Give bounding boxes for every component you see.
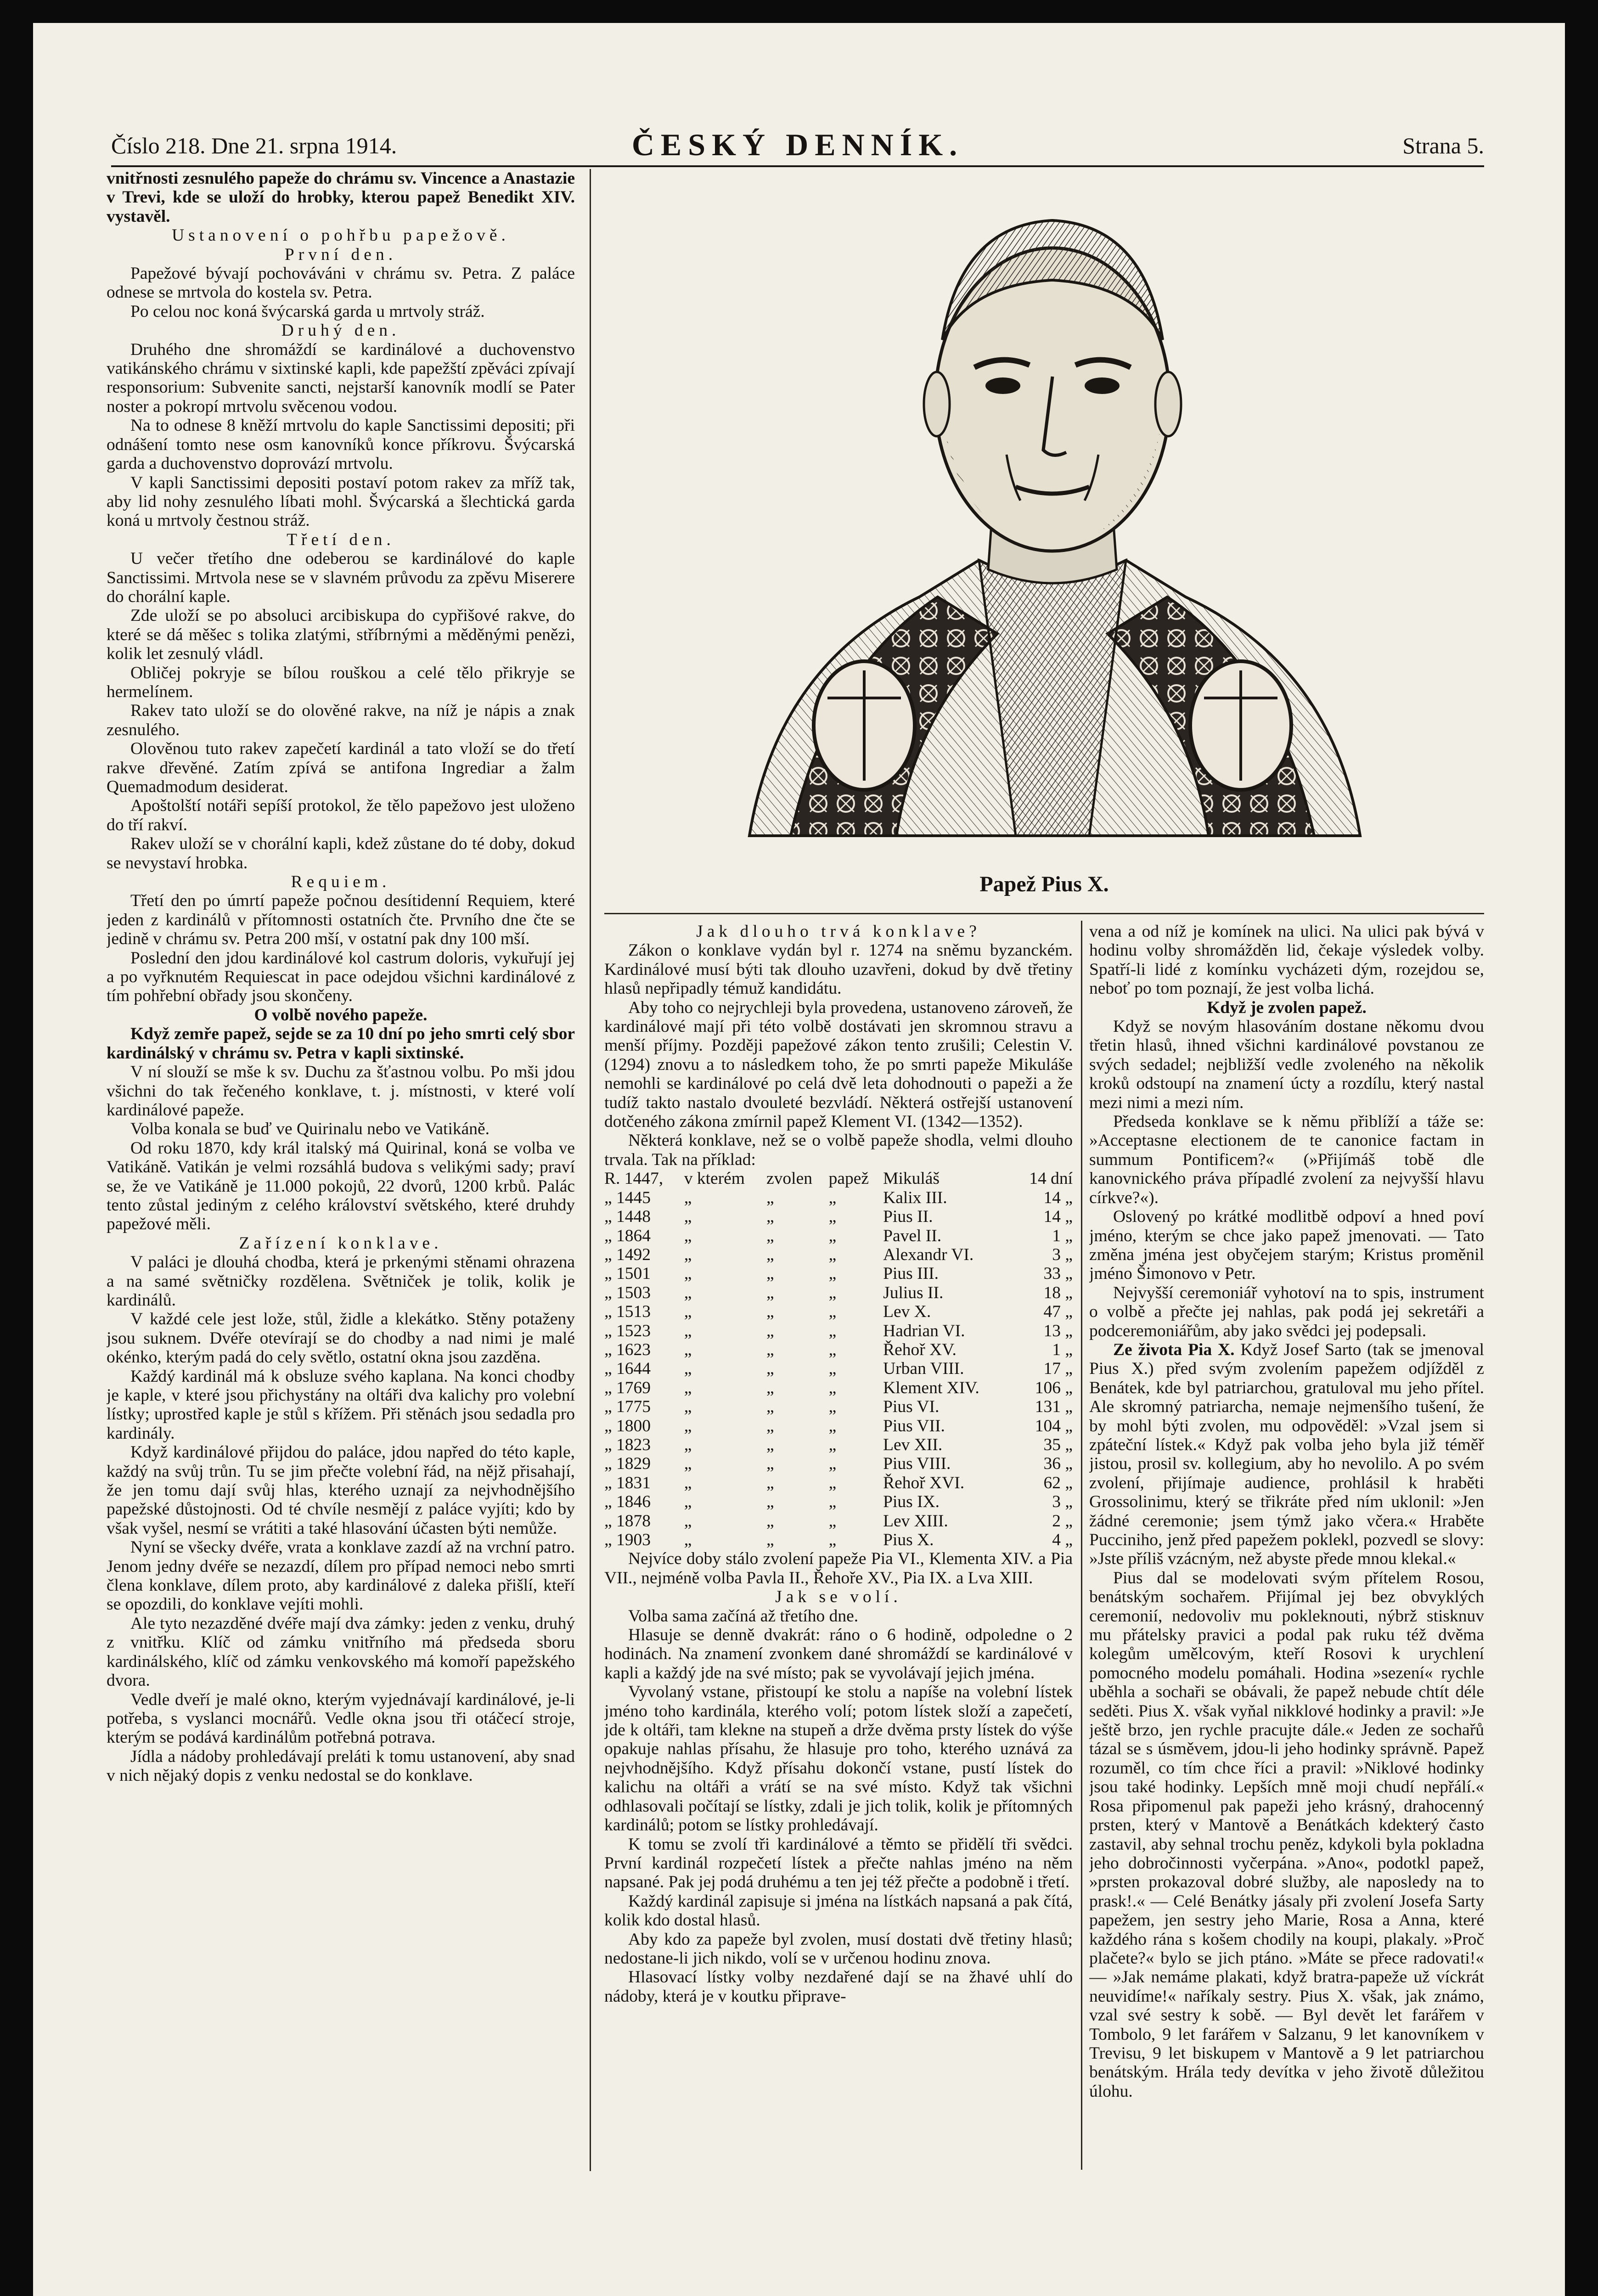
table-cell: „ — [684, 1435, 692, 1454]
table-row — [604, 1435, 1073, 1454]
paragraph: Apoštolští notáři sepíší protokol, že tělo papežovo jest uloženo do tří rakví. — [107, 796, 575, 834]
table-cell: „ — [766, 1435, 774, 1454]
table-cell: Lev XII. — [883, 1435, 943, 1454]
paragraph: Rakev uloží se v chorální kapli, kdež zůstane do té doby, dokud se nevystaví hrobka. — [107, 834, 575, 872]
table-cell: „ 1831 — [604, 1473, 651, 1492]
paragraph: Předseda konklave se k němu přiblíží a táže se: »Acceptasne electionem de te canonice factam in summum Pontificem?« (»Přijímáš tobě dle kanovnického práva případlé zvolení za nejvyšší hlavu církve?«). — [1089, 1112, 1484, 1207]
table-cell: „ — [684, 1188, 692, 1207]
article-column-2 — [604, 922, 1073, 2180]
table-row — [604, 1492, 1073, 1511]
table-row — [604, 1245, 1073, 1264]
table-cell: „ — [828, 1435, 837, 1454]
paragraph: Volba sama začíná až třetího dne. — [628, 1606, 859, 1626]
table-cell: „ — [766, 1245, 774, 1264]
table-cell: „ — [828, 1302, 837, 1322]
table-cell: „ — [828, 1245, 837, 1264]
paragraph: V ní slouží se mše k sv. Duchu za šťastnou volbu. Po mši jdou všichni do tak řečeného konklave, t. j. místnosti, v které volí kardinálové papeže. — [107, 1063, 575, 1120]
table-cell: 106 „ — [1035, 1378, 1073, 1397]
table-cell: „ — [828, 1531, 837, 1549]
paragraph: Od roku 1870, kdy král italský má Quirinal, koná se volba ve Vatikáně. Vatikán je velmi rozsáhlá budova s velikými sady; praví se, že ve Vatikáně je 11.000 pokojů, 22 dvorů, 1200 krbů. Palác tento zůstal jediným z celého království světského, které druhdy papežové měli. — [107, 1138, 575, 1234]
table-cell: Pavel II. — [883, 1226, 942, 1245]
paragraph: Každý kardinál zapisuje si jména na lístkách napsaná a pak čítá, kolik kdo dostal hlasů. — [604, 1891, 1073, 1930]
table-cell: „ — [766, 1378, 774, 1397]
table-cell: „ — [828, 1226, 837, 1245]
section-heading: Když je zvolen papež. — [1207, 998, 1367, 1017]
table-cell: „ — [766, 1283, 774, 1302]
table-cell: „ — [828, 1492, 837, 1512]
paragraph: U večer třetího dne odeberou se kardinálové do kaple Sanctissimi. Mrtvola nese se v slavném průvodu za zpěvu Miserere do chorální kaple. — [107, 549, 575, 606]
paragraph — [1089, 1340, 1484, 1569]
table-cell: „ 1878 — [604, 1511, 651, 1531]
table-cell: 4 „ — [1052, 1531, 1073, 1549]
column-rule — [1081, 921, 1082, 2170]
paragraph: vnitřnosti zesnulého papeže do chrámu sv. Vincence a Anastazie v Trevi, kde se uloží do hrobky, kterou papež Benedikt XIV. vystavěl. — [107, 169, 575, 226]
paragraph: Po celou noc koná švýcarská garda u mrtvoly stráž. — [130, 302, 485, 321]
table-cell: 33 „ — [1043, 1264, 1073, 1283]
paragraph: V paláci je dlouhá chodba, která je prkenými stěnami ohrazena a na samé světničky rozdělena. Světniček je tolik, kolik je kardinálů. — [107, 1253, 575, 1310]
table-row — [604, 1397, 1073, 1416]
paragraph: Ale tyto nezazděné dvéře mají dva zámky: jeden z venku, druhý z vnitřku. Klíč od zámku vnitřního má předseda sboru kardinálského, klíč od zámku venkovského má komoří papežského dvora. — [107, 1614, 575, 1690]
table-cell: „ 1775 — [604, 1397, 651, 1417]
paragraph: Nejvíce doby stálo zvolení papeže Pia VI., Klementa XIV. a Pia VII., nejméně volba Pavla II., Řehoře XV., Pia IX. a Lva XIII. — [604, 1549, 1073, 1587]
table-cell: 14 „ — [1043, 1188, 1073, 1207]
table-cell: „ — [684, 1473, 692, 1492]
table-cell: v kterém — [684, 1169, 745, 1188]
paragraph: Poslední den jdou kardinálové kol castrum doloris, vykuřují jej a po vyřknutém Requiescat in pace odejdou všichni kardinálové z tím pohřební obřady jsou skončeny. — [107, 948, 575, 1006]
paragraph: Když se novým hlasováním dostane někomu dvou třetin hlasů, ihned všichni kardinálové povstanou ze svých sedadel; nejbližší vedle zvoleného na několik kroků odstoupí na znamení úcty a rozdílu, který nastal mezi nimi a mezi ním. — [1089, 1017, 1484, 1112]
table-cell: „ 1503 — [604, 1283, 651, 1302]
table-cell: „ — [684, 1397, 692, 1417]
paragraph: Jídla a nádoby prohledávají preláti k tomu ustanovení, aby snad v nich nějaký dopis z venku nedostal se do konklave. — [107, 1747, 575, 1785]
table-cell: Pius X. — [883, 1531, 934, 1549]
paragraph: K tomu se zvolí tři kardinálové a těmto se přidělí tři svědci. První kardinál rozpečetí lístek a přečte nahlas jméno na něm napsané. Pak jej podá druhému a ten jej též přečte a podobně i třetí. — [604, 1835, 1073, 1892]
table-cell: 1 „ — [1052, 1340, 1073, 1359]
table-row — [604, 1169, 1073, 1188]
table-cell: „ — [766, 1340, 774, 1359]
table-cell: papež — [828, 1169, 869, 1188]
table-cell: „ — [684, 1340, 692, 1359]
paragraph: Aby toho co nejrychleji byla provedena, ustanoveno zároveň, že kardinálové mají při této volbě dostávati jen skromnou stravu a menší příjmy. Později papežové zákon tento zrušili; Celestin V. (1294) znovu a to následkem toho, že po smrti papeže Mikuláše nemohli se kardinálové po celá dvě leta dohodnouti o papeži a že tudíž takto nastalo dvouleté bezvládí. Některá ostřejší ustanovení dotčeného zákona zmírnil papež Klement VI. (1342—1352). — [604, 998, 1073, 1131]
table-cell: 3 „ — [1052, 1245, 1073, 1264]
table-cell: 131 „ — [1035, 1397, 1073, 1417]
paragraph: Když kardinálové přijdou do paláce, jdou napřed do této kaple, každý na svůj trůn. Tu se jim přečte volební řád, na nějž přisahají, že jen tomu dají svůj hlas, kterého uznají za nejvhodnějšího papežské důstojnosti. Od té chvíle nesmějí z paláce vyjíti; kdo by však vyšel, nesmí se vrátiti a také hlasování účasten býti nemůže. — [107, 1443, 575, 1538]
section-heading: Jak se volí. — [775, 1587, 902, 1607]
paragraph: Aby kdo za papeže byl zvolen, musí dostati dvě třetiny hlasů; nedostane-li jich nikdo, volí se v určenou hodinu znova. — [604, 1930, 1073, 1968]
section-heading: Třetí den. — [287, 530, 395, 549]
paragraph: Vyvolaný vstane, přistoupí ke stolu a napíše na volební lístek jméno toho kardinála, kterého volí; potom lístek složí a zapečetí, jde k oltáři, tam klekne na stupeň a drže dvěma prsty lístek do výše opakuje nahlas přísahu, že hlasuje pro toho, kterého uznává za nejvhodnějšího. Když přísahu dokončí vstane, pustí lístek do kalichu na oltáři a vrátí se na své místo. Když tak všichni odhlasovali počítají se lístky, zdali je jich tolik, kolik je přítomných kardinálů; potom se lístky prohledávají. — [604, 1683, 1073, 1835]
paragraph: Na to odnese 8 kněží mrtvolu do kaple Sanctissimi depositi; při odnášení tomto nese osm kanovníků konce příkrovu. Švýcarská garda a duchovenstvo doprovází mrtvolu. — [107, 416, 575, 473]
table-cell: Klement XIV. — [883, 1378, 979, 1397]
table-cell: „ 1823 — [604, 1435, 651, 1454]
table-cell: „ 1523 — [604, 1321, 651, 1340]
paragraph: Hlasovací lístky volby nezdařené dají se na žhavé uhlí do nádoby, která je v koutku připrave- — [604, 1968, 1073, 2006]
table-cell: Alexandr VI. — [883, 1245, 974, 1264]
table-row — [604, 1379, 1073, 1397]
paragraph: Pius dal se modelovati svým přítelem Rosou, benátským sochařem. Přijímal jej bez obvyklých ceremonií, nedovoliv mu pokleknouti, nýbrž stisknuv mu přátelsky pravici a podal pak ruku též dvěma kolegům umělcovým, kteří Rosovi k urychlení pomocného modelu pomáhali. Hodina »sezení« rychle uběhla a sochaři se obávali, že papež nebude chtít déle seděti. Pius X. však vyňal nikklové hodinky a pravil: »Je ještě brzo, jen rychle pracujte dále.« Jeden ze sochařů tázal se s úsměvem, jdou-li jeho hodinky správně. Papež rozuměl, co tím chce říci a pravil: »Niklové hodinky jsou také hodinky. Lepších mně moji chudí nepřálí.« Rosa připomenul pak papeži jeho krásný, drahocenný prsten, který v Mantově a Benátkách kdekterý často zastavil, aby sehnal trochu peněz, kdykoli byla pokladna jeho dobročinnosti vyčerpána. »Ano«, podotkl papež, »prsten prokazoval dobré služby, ale naposledy na to prask!.« — Celé Benátky jásaly při zvolení Josefa Sarty papežem, jen sestry jeho Marie, Rosa a Anna, které každého rána s košem chodily na koupi, plakaly. »Proč plačete?« bylo se jich ptáno. »Máte se přece radovati!« — »Jak nemáme plakati, když bratra-papeže už víckrát neuvidíme!« naříkaly sestry. Pius X. však, jak známo, vzal své sestry k sobě. — Byl devět let farářem v Tombolo, 9 let farářem v Salzanu, 9 let kanovníkem v Trevisu, 9 let biskupem v Mantově a 9 let patriarchou benátským. Hrála tedy devítka v jeho životě důležitou úlohu. — [1089, 1568, 1484, 2101]
section-heading: Requiem. — [291, 872, 391, 892]
table-cell: Pius III. — [883, 1264, 939, 1283]
table-cell: „ — [828, 1454, 837, 1474]
conclave-duration-table — [604, 1169, 1073, 1549]
table-cell: Urban VIII. — [883, 1359, 964, 1379]
table-cell: „ — [828, 1473, 837, 1492]
section-heading: Zařízení konklave. — [239, 1233, 443, 1253]
table-cell: „ — [766, 1321, 774, 1340]
table-cell: Mikuláš — [883, 1169, 940, 1188]
table-cell: Lev X. — [883, 1302, 931, 1322]
paragraph: vena a od níž je komínek na ulici. Na ulici pak bývá v hodinu volby shromážděn lid, čekaje výsledek volby. Spatří-li lidé z komínku vycházeti dým, rozejdou se, neboť po tom poznají, že jest volba lichá. — [1089, 922, 1484, 998]
section-heading: Druhý den. — [281, 321, 400, 340]
table-cell: „ — [766, 1264, 774, 1283]
table-cell: Julius II. — [883, 1283, 944, 1302]
section-heading: Jak dlouho trvá konklave? — [696, 922, 981, 941]
table-cell: „ — [828, 1321, 837, 1340]
article-column-1 — [107, 169, 575, 2176]
section-heading: Ustanovení o pohřbu papežově. — [172, 226, 510, 245]
table-cell: „ 1846 — [604, 1492, 651, 1512]
table-cell: „ — [828, 1511, 837, 1531]
paragraph: Hlasuje se denně dvakrát: ráno o 6 hodině, odpoledne o 2 hodinách. Na znamení zvonkem dané shromáždí se kardinálové v kapli a každý jde na své místo; pak se vyvolávají jejich jména. — [604, 1626, 1073, 1683]
paragraph: Nejvyšší ceremoniář vyhotoví na to spis, instrument o volbě a přečte jej nahlas, pak podá jej sekretáři a podceremoniářům, aby jako svědci jej podepsali. — [1089, 1283, 1484, 1340]
table-cell: „ — [684, 1321, 692, 1340]
table-cell: „ 1769 — [604, 1378, 651, 1397]
table-cell: „ 1903 — [604, 1531, 651, 1549]
paragraph: V každé cele jest lože, stůl, židle a klekátko. Stěny potaženy jsou suknem. Dvéře otevírají se do chodby a nad nimi je malé okénko, kterým padá do cely světlo, ostatní okna jsou zazděna. — [107, 1310, 575, 1367]
issue-date: Číslo 218. Dne 21. srpna 1914. — [111, 133, 397, 158]
section-heading: První den. — [284, 245, 397, 264]
paragraph-text: Když Josef Sarto (tak se jmenoval Pius X.) před svým zvolením papežem odjížděl z Benátek, kde byl patriarchou, gratuloval mu jeho přítel. Ale skromný patriarcha, nemaje nejmenšího tušení, že by mohl býti zvolen, mu odpověděl: »Vzal jsem si zpáteční lístek.« Když pak volba jeho byla již téměř jistou, prosil sv. kollegium, aby ho nevolilo. A po svém zvolení, přijímaje audience, prohlásil k hraběti Grossolinimu, který se třikráte před ním uklonil: »Jen žádné ceremonie; jsem týmž jako včera.« Hraběte Puccinihо, jenž před papežem poklekl, pozvedl se slovy: »Jste příliš vzácným, než abyste přede mnou klekal.« — [1089, 1340, 1484, 1569]
table-cell: „ 1864 — [604, 1226, 651, 1245]
table-cell: „ 1623 — [604, 1340, 651, 1359]
paragraph: Nyní se všecky dvéře, vrata a konklave zazdí až na vrchní patro. Jenom jedny dvéře se nezazdí, dílem pro případ nemoci nebo smrti člena konklave, dílem proto, aby kardinálové z daleka přišlí, kteří se opozdili, do konklave vejíti mohli. — [107, 1538, 575, 1614]
table-cell: 2 „ — [1052, 1511, 1073, 1531]
table-cell: „ — [828, 1283, 837, 1302]
table-cell: 35 „ — [1043, 1435, 1073, 1454]
table-cell: Pius VI. — [883, 1397, 940, 1417]
table-cell: „ — [684, 1416, 692, 1435]
table-row — [604, 1417, 1073, 1435]
table-cell: Pius II. — [883, 1207, 933, 1227]
table-cell: „ — [766, 1511, 774, 1531]
paragraph: Vedle dveří je malé okno, kterým vyjednávají kardinálové, je-li potřeba, s vyslanci mocnářů. Vedle okna jsou tři otáčecí stroje, kterým se podává kardinálům potřebná potrava. — [107, 1690, 575, 1747]
table-cell: „ 1448 — [604, 1207, 651, 1227]
table-cell: „ — [766, 1492, 774, 1512]
table-row — [604, 1302, 1073, 1321]
paragraph: Každý kardinál má k obsluze svého kaplana. Na konci chodby je kaple, v které jsou přichystány na oltáři dva kalichy pro volební lístky; uprostřed kaple je stůl s křížem. Při stěnách jsou sedadla pro kardinály. — [107, 1367, 575, 1443]
table-cell: „ — [684, 1492, 692, 1512]
table-cell: „ — [828, 1207, 837, 1227]
portrait-caption: Papež Pius X. — [979, 872, 1109, 896]
paragraph: Rakev tato uloží se do olověné rakve, na níž je nápis a znak zesnulého. — [107, 701, 575, 739]
column-rule — [590, 169, 591, 2171]
pope-portrait-illustration — [722, 184, 1383, 850]
table-row — [604, 1359, 1073, 1378]
table-cell: 3 „ — [1052, 1492, 1073, 1512]
table-row — [604, 1227, 1073, 1245]
table-cell: „ — [684, 1264, 692, 1283]
table-cell: „ 1501 — [604, 1264, 651, 1283]
table-row — [604, 1474, 1073, 1492]
paragraph: Některá konklave, než se o volbě papeže shodla, velmi dlouho trvala. Tak na příklad: — [604, 1131, 1073, 1169]
table-cell: „ 1829 — [604, 1454, 651, 1474]
table-cell: „ — [828, 1264, 837, 1283]
table-cell: „ 1513 — [604, 1302, 651, 1322]
table-cell: 17 „ — [1043, 1359, 1073, 1379]
table-cell: 1 „ — [1052, 1226, 1073, 1245]
table-cell: „ — [766, 1397, 774, 1417]
section-rule — [604, 913, 1484, 914]
table-cell: 47 „ — [1043, 1302, 1073, 1322]
table-cell: „ — [766, 1207, 774, 1227]
article-column-3 — [1089, 922, 1484, 2180]
paragraph: V kapli Sanctissimi depositi postaví potom rakev za mříž tak, aby lid nohy zesnulého líbati mohl. Švýcarská a šlechtická garda koná u mrtvoly čestnou stráž. — [107, 473, 575, 530]
paragraph: Druhého dne shromáždí se kardinálové a duchovenstvo vatikánského chrámu v sixtinské kapli, kde papežští zpěváci zpívají responsorium: Subvenite sancti, nejstarší kanovník modlí se Pater noster a pokropí mrtvolu svěcenou vodou. — [107, 340, 575, 416]
table-cell: Pius IX. — [883, 1492, 940, 1512]
table-cell: „ — [684, 1511, 692, 1531]
table-cell: „ — [828, 1188, 837, 1207]
table-cell: „ — [684, 1359, 692, 1379]
paragraph: Třetí den po úmrtí papeže počnou desítidenní Requiem, které jeden z kardinálů v přítomnosti ostatních čte. Prvního dne čte se jedině v chrámu sv. Petra 200 mší, v ostatní pak dny 100 mší. — [107, 891, 575, 949]
table-cell: „ — [828, 1340, 837, 1359]
paragraph: Obličej pokryje se bílou rouškou a celé tělo přikryje se hermelínem. — [107, 663, 575, 701]
table-cell: „ — [766, 1473, 774, 1492]
table-cell: „ — [828, 1416, 837, 1435]
table-row — [604, 1188, 1073, 1207]
paragraph: Když zemře papež, sejde se za 10 dní po jeho smrti celý sbor kardinálský v chrámu sv. Petra v kapli sixtinské. — [107, 1024, 575, 1063]
page-header — [111, 115, 1484, 167]
table-cell: „ — [766, 1359, 774, 1379]
table-cell: R. 1447, — [604, 1169, 664, 1188]
table-cell: „ — [828, 1359, 837, 1379]
table-cell: 14 „ — [1043, 1207, 1073, 1227]
table-cell: „ — [766, 1302, 774, 1322]
table-cell: „ — [684, 1207, 692, 1227]
table-cell: Lev XIII. — [883, 1511, 948, 1531]
table-cell: „ — [684, 1302, 692, 1322]
table-cell: „ — [684, 1245, 692, 1264]
table-cell: Hadrian VI. — [883, 1321, 965, 1340]
table-cell: „ — [766, 1454, 774, 1474]
table-cell: 18 „ — [1043, 1283, 1073, 1302]
table-cell: Kalix III. — [883, 1188, 947, 1207]
table-cell: „ — [766, 1188, 774, 1207]
table-row — [604, 1322, 1073, 1340]
paragraph: Olověnou tuto rakev zapečetí kardinál a tato vloží se do třetí rakve dřevěné. Zatím zpívá se antifona Ingrediar a žalm Quemadmodum desiderat. — [107, 739, 575, 796]
table-cell: 62 „ — [1043, 1473, 1073, 1492]
table-cell: „ 1445 — [604, 1188, 651, 1207]
table-cell: „ — [766, 1226, 774, 1245]
table-row — [604, 1512, 1073, 1531]
table-row — [604, 1264, 1073, 1283]
paragraph: Zákon o konklave vydán byl r. 1274 na sněmu byzanckém. Kardinálové musí býti tak dlouho uzavřeni, dokud by dvě třetiny hlasů nepřipadly témuž kandidátu. — [604, 941, 1073, 998]
table-cell: „ 1644 — [604, 1359, 651, 1379]
paragraph: Oslovený po krátké modlitbě odpoví a hned poví jméno, kterým se chce jako papež jmenovati. — Tato změna jména jest obyčejem starým; Kristus proměnil jméno Šimonovo v Petr. — [1089, 1207, 1484, 1283]
table-cell: „ 1800 — [604, 1416, 651, 1435]
table-cell: Řehoř XV. — [883, 1340, 957, 1359]
table-cell: Pius VII. — [883, 1416, 945, 1435]
table-cell: 36 „ — [1043, 1454, 1073, 1474]
subheading-lead: Ze života Pia X. — [1113, 1340, 1235, 1359]
table-cell: „ — [684, 1531, 692, 1549]
table-row — [604, 1454, 1073, 1473]
table-cell: „ — [828, 1378, 837, 1397]
table-cell: „ 1492 — [604, 1245, 651, 1264]
table-cell: Řehoř XVI. — [883, 1473, 965, 1492]
table-cell: „ — [684, 1283, 692, 1302]
table-cell: 14 dní — [1029, 1169, 1073, 1188]
page-number: Strana 5. — [1402, 133, 1484, 158]
table-cell: „ — [766, 1416, 774, 1435]
table-cell: zvolen — [766, 1169, 812, 1188]
table-cell: „ — [766, 1531, 774, 1549]
table-cell: „ — [684, 1378, 692, 1397]
table-cell: „ — [684, 1226, 692, 1245]
paragraph: Volba konala se buď ve Quirinalu nebo ve Vatikáně. — [130, 1120, 490, 1139]
table-cell: 13 „ — [1043, 1321, 1073, 1340]
masthead-title: ČESKÝ DENNÍK. — [631, 127, 964, 162]
table-cell: 104 „ — [1035, 1416, 1073, 1435]
table-cell: Pius VIII. — [883, 1454, 951, 1474]
newspaper-page — [33, 23, 1565, 2296]
table-row — [604, 1340, 1073, 1359]
table-row — [604, 1283, 1073, 1302]
section-heading: O volbě nového papeže. — [254, 1005, 428, 1024]
table-cell: „ — [828, 1397, 837, 1417]
table-cell: „ — [684, 1454, 692, 1474]
paragraph: Zde uloží se po absoluci arcibiskupa do cypřišové rakve, do které se dá měšec s tolika zlatými, stříbrnými a měděnými penězi, kolik let zesnulý vládl. — [107, 606, 575, 664]
paragraph: Papežové bývají pochováváni v chrámu sv. Petra. Z paláce odnese se mrtvola do kostela sv. Petra. — [107, 264, 575, 302]
table-row — [604, 1207, 1073, 1226]
table-row — [604, 1531, 1073, 1549]
